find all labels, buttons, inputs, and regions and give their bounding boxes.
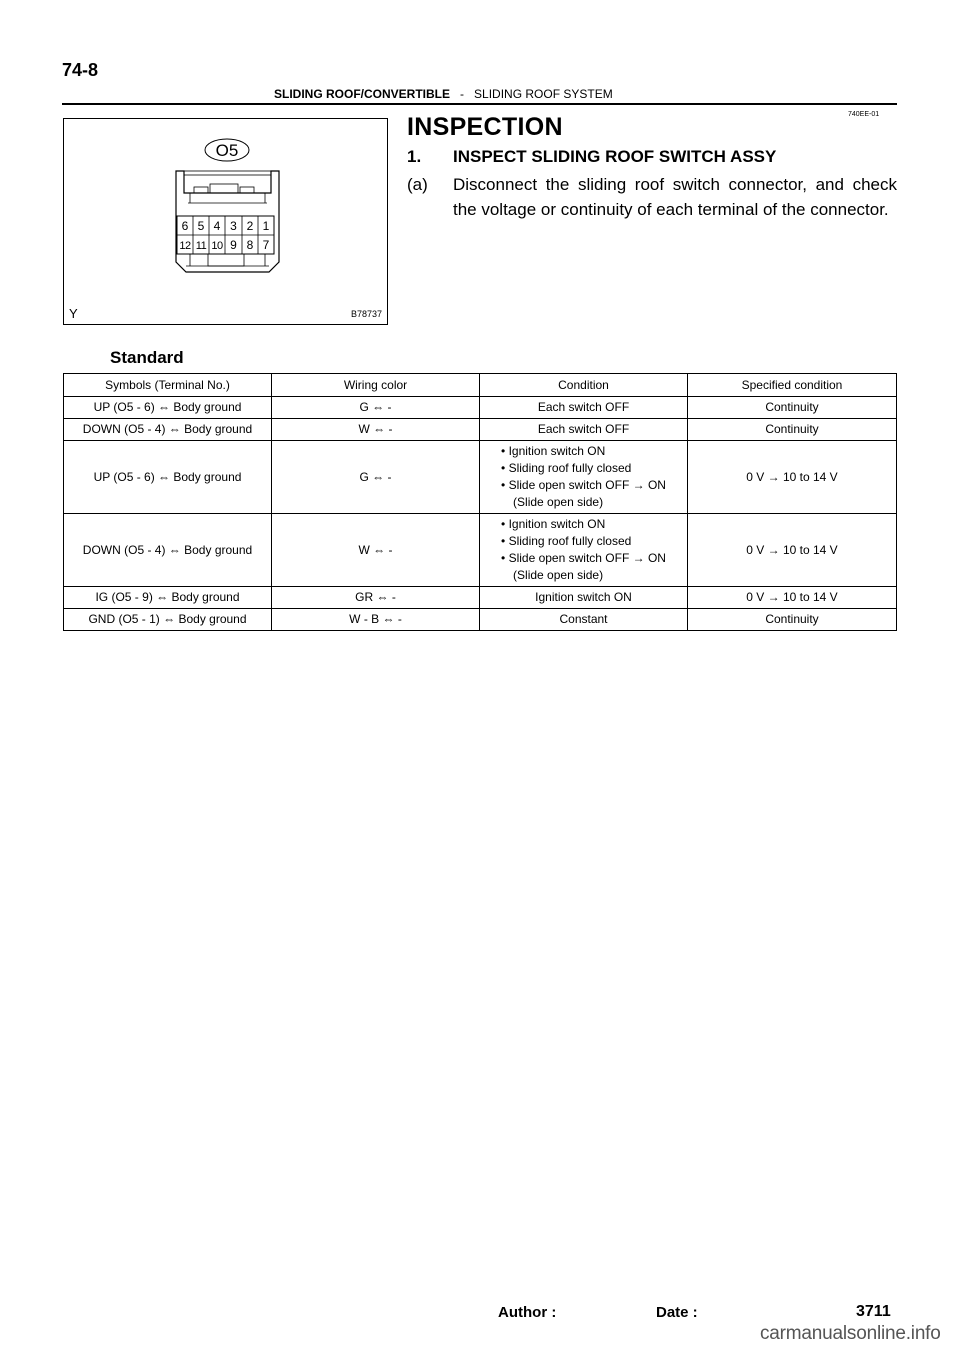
doc-id: 740EE-01 [848, 111, 880, 118]
pin-10: 10 [211, 240, 223, 252]
table-row [64, 609, 897, 631]
cell-wiring: W - B ⇔ - [272, 609, 480, 631]
table-row [64, 514, 897, 587]
table-row [64, 441, 897, 514]
header-separator: - [460, 87, 465, 101]
pin-7: 7 [262, 238, 270, 252]
footer-page-number: 3711 [856, 1303, 891, 1320]
latch-left [194, 187, 208, 193]
connector-key [208, 254, 244, 266]
cell-spec: Continuity [688, 419, 897, 441]
cell-spec: Continuity [688, 609, 897, 631]
pin-12: 12 [179, 240, 191, 252]
cell-symbol: DOWN (O5 - 4) ⇔ Body ground [64, 514, 272, 587]
cell-wiring: W ⇔ - [272, 514, 480, 587]
table-row [64, 587, 897, 609]
condition-item: • Ignition switch ON [501, 444, 606, 458]
condition-note [501, 494, 666, 511]
step-a-text: Disconnect the sliding roof switch connector, and check the voltage or continuity of each terminal of the connector. [453, 175, 897, 219]
col-header-spec: Specified condition [688, 374, 897, 397]
table-row [64, 419, 897, 441]
condition-list [501, 516, 666, 584]
cell-symbol: UP (O5 - 6) ⇔ Body ground [64, 441, 272, 514]
pin-8: 8 [246, 238, 254, 252]
pin-3: 3 [230, 219, 237, 233]
step-a-label: (a) [407, 175, 428, 194]
condition-note-text: (Slide open side) [513, 568, 604, 582]
condition-item: • Slide open switch OFF → ON [501, 551, 666, 565]
cell-wiring: G ⇔ - [272, 441, 480, 514]
col-header-wiring: Wiring color [272, 374, 480, 397]
condition-list [501, 443, 666, 511]
footer-source-watermark: carmanualsonline.info [760, 1323, 941, 1344]
cell-condition: Ignition switch ON [480, 587, 688, 609]
cell-condition [480, 514, 688, 587]
running-header [274, 87, 613, 101]
pin-2: 2 [246, 219, 254, 233]
condition-note [501, 567, 666, 584]
latch-center [210, 184, 238, 193]
condition-item: • Sliding roof fully closed [501, 534, 632, 548]
cell-spec: 0 V → 10 to 14 V [688, 514, 897, 587]
figure-corner-label: Y [69, 306, 78, 321]
step-1-text: INSPECT SLIDING ROOF SWITCH ASSY [453, 147, 777, 166]
condition-note-text: (Slide open side) [513, 495, 604, 509]
step-1-number: 1. [407, 147, 422, 166]
cell-spec: 0 V → 10 to 14 V [688, 587, 897, 609]
standard-title: Standard [110, 348, 184, 367]
section-title: INSPECTION [407, 113, 563, 141]
cell-wiring: W ⇔ - [272, 419, 480, 441]
latch-right [240, 187, 254, 193]
col-header-condition: Condition [480, 374, 688, 397]
cell-symbol: UP (O5 - 6) ⇔ Body ground [64, 397, 272, 419]
col-header-symbols: Symbols (Terminal No.) [64, 374, 272, 397]
cell-condition [480, 441, 688, 514]
pin-5: 5 [197, 219, 205, 233]
pin-9: 9 [230, 238, 237, 252]
pin-6: 6 [181, 219, 189, 233]
cell-condition: Each switch OFF [480, 419, 688, 441]
connector-label: O5 [215, 141, 239, 160]
figure-code: B78737 [350, 309, 382, 319]
connector-figure [63, 118, 388, 325]
pin-4: 4 [213, 219, 221, 233]
cell-spec: 0 V → 10 to 14 V [688, 441, 897, 514]
pin-11: 11 [195, 240, 207, 252]
page-number: 74-8 [62, 60, 99, 80]
cell-wiring: G ⇔ - [272, 397, 480, 419]
header-rule [62, 103, 897, 105]
cell-symbol: GND (O5 - 1) ⇔ Body ground [64, 609, 272, 631]
header-subsection: SLIDING ROOF SYSTEM [474, 87, 613, 101]
cell-condition: Each switch OFF [480, 397, 688, 419]
table-header-row [64, 374, 897, 397]
step-1 [407, 147, 776, 167]
condition-item: • Slide open switch OFF → ON [501, 478, 666, 492]
cell-wiring: GR ⇔ - [272, 587, 480, 609]
step-a [407, 172, 897, 222]
condition-item: • Ignition switch ON [501, 517, 606, 531]
cell-condition: Constant [480, 609, 688, 631]
standard-table [63, 373, 897, 631]
cell-symbol: IG (O5 - 9) ⇔ Body ground [64, 587, 272, 609]
table-row [64, 397, 897, 419]
condition-item: • Sliding roof fully closed [501, 461, 632, 475]
footer-date-label: Date : [656, 1304, 698, 1321]
connector-diagram [64, 119, 389, 326]
header-section: SLIDING ROOF/CONVERTIBLE [274, 87, 451, 101]
cell-symbol: DOWN (O5 - 4) ⇔ Body ground [64, 419, 272, 441]
pin-1: 1 [262, 219, 270, 233]
footer-author-label: Author : [498, 1304, 557, 1321]
cell-spec: Continuity [688, 397, 897, 419]
